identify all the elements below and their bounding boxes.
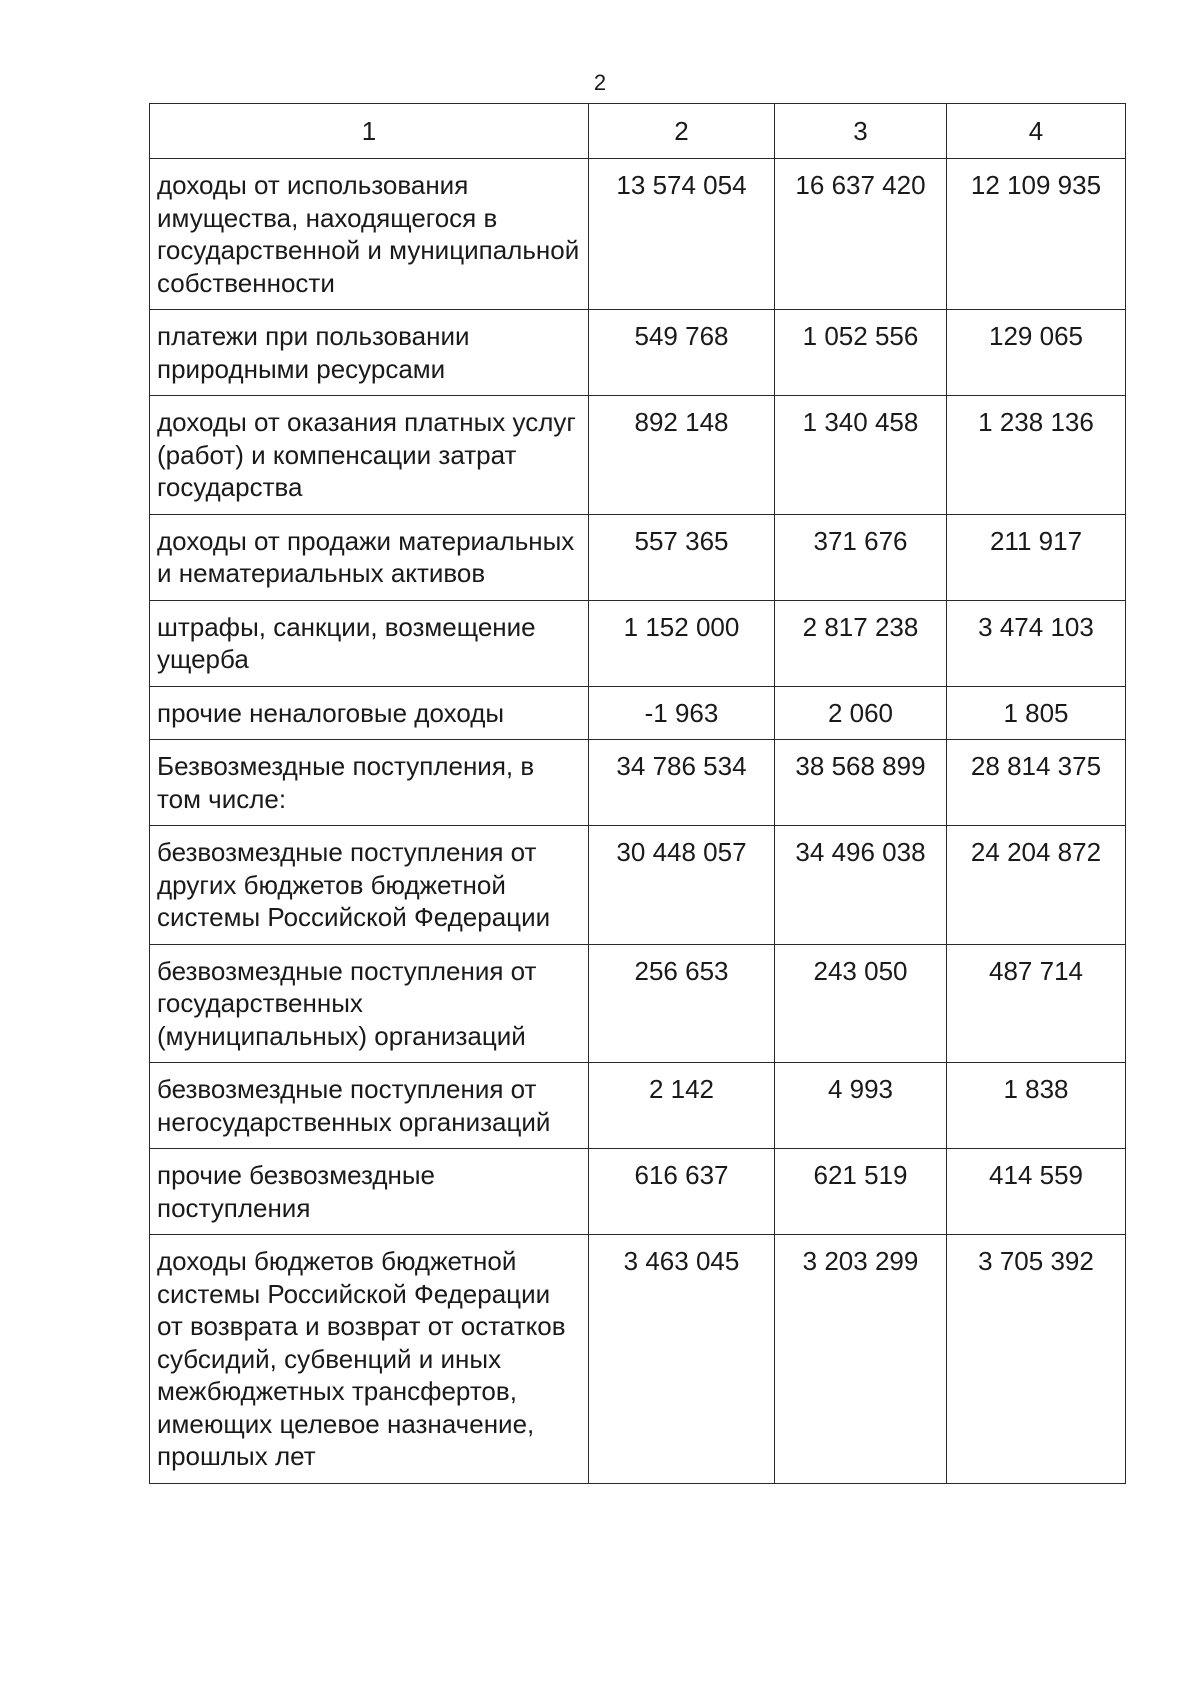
row-value-col4: 211 917 — [947, 514, 1126, 600]
table-row — [150, 944, 1126, 1063]
row-value-col3: 2 060 — [775, 686, 947, 740]
row-label: штрафы, санкции, возмещение ущерба — [150, 600, 589, 686]
page-number: 2 — [593, 70, 607, 95]
row-label: платежи при пользовании природными ресурсами — [150, 310, 589, 396]
row-value-col4: 3 474 103 — [947, 600, 1126, 686]
row-value-col3: 16 637 420 — [775, 159, 947, 310]
row-value-col4: 1 238 136 — [947, 396, 1126, 515]
revenue-table — [149, 103, 1126, 1484]
row-value-col2: 34 786 534 — [589, 740, 775, 826]
table-row — [150, 826, 1126, 945]
row-label: доходы от использования имущества, находящегося в государственной и муниципальной собственности — [150, 159, 589, 310]
row-value-col4: 487 714 — [947, 944, 1126, 1063]
row-value-col4: 414 559 — [947, 1149, 1126, 1235]
table-row — [150, 1063, 1126, 1149]
column-header-2: 2 — [589, 104, 775, 159]
row-value-col3: 371 676 — [775, 514, 947, 600]
row-value-col3: 38 568 899 — [775, 740, 947, 826]
row-value-col3: 1 340 458 — [775, 396, 947, 515]
row-label: прочие неналоговые доходы — [150, 686, 589, 740]
table-row — [150, 159, 1126, 310]
row-label: доходы от оказания платных услуг (работ) и компенсации затрат государства — [150, 396, 589, 515]
table-row — [150, 1149, 1126, 1235]
row-value-col4: 12 109 935 — [947, 159, 1126, 310]
row-value-col4: 129 065 — [947, 310, 1126, 396]
table-row — [150, 1235, 1126, 1484]
row-value-col2: 549 768 — [589, 310, 775, 396]
table-row — [150, 600, 1126, 686]
row-label: доходы от продажи материальных и нематериальных активов — [150, 514, 589, 600]
row-value-col4: 24 204 872 — [947, 826, 1126, 945]
row-value-col2: -1 963 — [589, 686, 775, 740]
row-value-col4: 3 705 392 — [947, 1235, 1126, 1484]
row-value-col2: 616 637 — [589, 1149, 775, 1235]
row-value-col2: 557 365 — [589, 514, 775, 600]
table-row — [150, 310, 1126, 396]
row-value-col3: 1 052 556 — [775, 310, 947, 396]
table-row — [150, 686, 1126, 740]
row-value-col2: 892 148 — [589, 396, 775, 515]
row-value-col3: 4 993 — [775, 1063, 947, 1149]
row-value-col4: 1 838 — [947, 1063, 1126, 1149]
row-value-col2: 30 448 057 — [589, 826, 775, 945]
row-value-col3: 3 203 299 — [775, 1235, 947, 1484]
row-value-col3: 34 496 038 — [775, 826, 947, 945]
row-label: Безвозмездные поступления, в том числе: — [150, 740, 589, 826]
row-value-col4: 28 814 375 — [947, 740, 1126, 826]
row-value-col2: 2 142 — [589, 1063, 775, 1149]
table-row — [150, 740, 1126, 826]
column-header-1: 1 — [150, 104, 589, 159]
row-label: доходы бюджетов бюджетной системы Российской Федерации от возврата и возврат от остатков субсидий, субвенций и иных межбюджетных трансфертов, имеющих целевое назначение, прошлых лет — [150, 1235, 589, 1484]
row-value-col2: 13 574 054 — [589, 159, 775, 310]
row-value-col3: 2 817 238 — [775, 600, 947, 686]
row-label: прочие безвозмездные поступления — [150, 1149, 589, 1235]
table-row — [150, 396, 1126, 515]
row-value-col3: 243 050 — [775, 944, 947, 1063]
row-value-col3: 621 519 — [775, 1149, 947, 1235]
column-header-3: 3 — [775, 104, 947, 159]
row-value-col2: 3 463 045 — [589, 1235, 775, 1484]
row-label: безвозмездные поступления от других бюджетов бюджетной системы Российской Федерации — [150, 826, 589, 945]
row-value-col4: 1 805 — [947, 686, 1126, 740]
table-header-row — [150, 104, 1126, 159]
row-label: безвозмездные поступления от негосударственных организаций — [150, 1063, 589, 1149]
column-header-4: 4 — [947, 104, 1126, 159]
row-label: безвозмездные поступления от государственных (муниципальных) организаций — [150, 944, 589, 1063]
row-value-col2: 256 653 — [589, 944, 775, 1063]
table-row — [150, 514, 1126, 600]
row-value-col2: 1 152 000 — [589, 600, 775, 686]
